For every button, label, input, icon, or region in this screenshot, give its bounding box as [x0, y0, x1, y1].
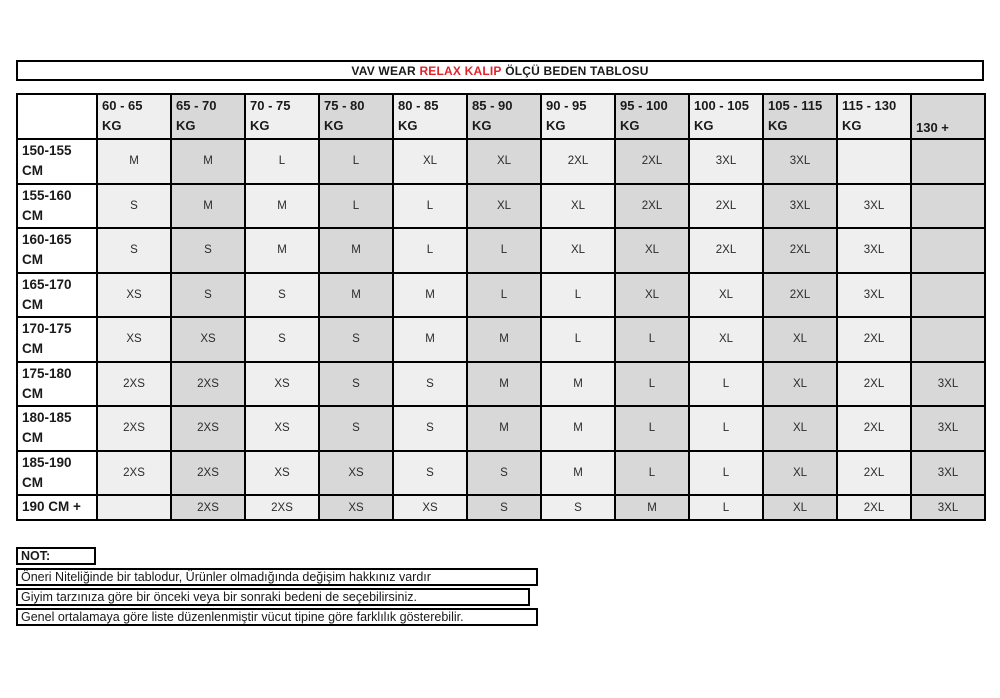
size-cell: 2XL	[837, 317, 911, 362]
size-cell: M	[541, 406, 615, 451]
size-table-head	[17, 94, 985, 139]
size-cell: 3XL	[837, 228, 911, 273]
table-row	[17, 184, 985, 229]
height-row-header: 180-185 CM	[17, 406, 97, 451]
table-row	[17, 139, 985, 184]
size-cell: M	[467, 406, 541, 451]
size-cell: 3XL	[763, 139, 837, 184]
note-item: Öneri Niteliğinde bir tablodur, Ürünler olmadığında değişim hakkınız vardır	[16, 568, 538, 586]
size-cell: XL	[541, 184, 615, 229]
size-cell: S	[245, 317, 319, 362]
size-cell: L	[541, 317, 615, 362]
empty-size-cell	[97, 495, 171, 520]
size-cell: 2XL	[837, 495, 911, 520]
title-suffix: ÖLÇÜ BEDEN TABLOSU	[501, 63, 649, 78]
size-cell: XS	[245, 362, 319, 407]
size-cell: 2XL	[837, 406, 911, 451]
size-cell: XL	[689, 317, 763, 362]
empty-size-cell	[911, 317, 985, 362]
size-cell: L	[689, 406, 763, 451]
size-cell: S	[97, 228, 171, 273]
size-cell: XL	[615, 273, 689, 318]
size-cell: XL	[393, 139, 467, 184]
size-cell: XL	[467, 139, 541, 184]
size-cell: XL	[689, 273, 763, 318]
size-cell: M	[319, 228, 393, 273]
size-cell: 2XL	[763, 273, 837, 318]
note-item: Giyim tarzınıza göre bir önceki veya bir sonraki bedeni de seçebilirsiniz.	[16, 588, 530, 606]
weight-column-header: 105 - 115 KG	[763, 94, 837, 139]
weight-column-header: 95 - 100 KG	[615, 94, 689, 139]
height-row-header: 150-155 CM	[17, 139, 97, 184]
title-prefix: VAV WEAR	[351, 63, 420, 78]
size-cell: M	[541, 362, 615, 407]
table-header-row	[17, 94, 985, 139]
size-cell: L	[467, 273, 541, 318]
size-cell: L	[393, 184, 467, 229]
size-cell: L	[689, 451, 763, 496]
weight-column-header: 60 - 65 KG	[97, 94, 171, 139]
size-cell: XL	[763, 362, 837, 407]
size-cell: S	[245, 273, 319, 318]
size-table	[16, 93, 986, 521]
size-cell: 2XL	[541, 139, 615, 184]
size-cell: M	[97, 139, 171, 184]
height-row-header: 190 CM +	[17, 495, 97, 520]
size-cell: 2XS	[171, 495, 245, 520]
size-cell: M	[467, 317, 541, 362]
weight-column-header: 115 - 130 KG	[837, 94, 911, 139]
size-cell: L	[393, 228, 467, 273]
height-row-header: 165-170 CM	[17, 273, 97, 318]
empty-size-cell	[911, 184, 985, 229]
size-cell: XL	[615, 228, 689, 273]
height-row-header: 170-175 CM	[17, 317, 97, 362]
size-cell: XL	[763, 406, 837, 451]
size-cell: 2XS	[97, 362, 171, 407]
size-cell: S	[467, 495, 541, 520]
size-cell: 2XL	[763, 228, 837, 273]
size-cell: S	[97, 184, 171, 229]
size-cell: S	[171, 273, 245, 318]
size-cell: 3XL	[837, 273, 911, 318]
size-cell: 2XS	[171, 451, 245, 496]
table-row	[17, 273, 985, 318]
size-cell: M	[245, 184, 319, 229]
height-row-header: 160-165 CM	[17, 228, 97, 273]
size-cell: M	[393, 317, 467, 362]
size-cell: 3XL	[911, 495, 985, 520]
size-cell: S	[393, 406, 467, 451]
size-cell: S	[393, 451, 467, 496]
table-row	[17, 362, 985, 407]
size-cell: 2XS	[171, 362, 245, 407]
size-cell: 3XL	[911, 406, 985, 451]
size-cell: L	[541, 273, 615, 318]
weight-column-header: 65 - 70 KG	[171, 94, 245, 139]
table-row	[17, 317, 985, 362]
note-item: Genel ortalamaya göre liste düzenlenmiştir vücut tipine göre farklılık gösterebilir.	[16, 608, 538, 626]
empty-size-cell	[837, 139, 911, 184]
size-cell: M	[171, 139, 245, 184]
weight-column-header: 100 - 105 KG	[689, 94, 763, 139]
size-cell: 3XL	[689, 139, 763, 184]
size-cell: XS	[319, 495, 393, 520]
size-cell: L	[245, 139, 319, 184]
size-cell: M	[171, 184, 245, 229]
size-cell: 2XL	[615, 139, 689, 184]
height-row-header: 175-180 CM	[17, 362, 97, 407]
weight-column-header: 75 - 80 KG	[319, 94, 393, 139]
size-cell: XL	[541, 228, 615, 273]
size-cell: 2XL	[837, 362, 911, 407]
table-row	[17, 228, 985, 273]
weight-column-header: 90 - 95 KG	[541, 94, 615, 139]
size-cell: M	[393, 273, 467, 318]
height-row-header: 185-190 CM	[17, 451, 97, 496]
size-cell: 2XS	[171, 406, 245, 451]
size-cell: L	[615, 451, 689, 496]
size-cell: S	[171, 228, 245, 273]
size-cell: 2XL	[689, 184, 763, 229]
size-cell: M	[467, 362, 541, 407]
size-cell: 3XL	[911, 362, 985, 407]
size-cell: 3XL	[763, 184, 837, 229]
size-cell: S	[467, 451, 541, 496]
size-cell: M	[319, 273, 393, 318]
weight-column-header: 130 +	[911, 94, 985, 139]
size-cell: XS	[245, 451, 319, 496]
empty-size-cell	[911, 228, 985, 273]
size-cell: L	[615, 362, 689, 407]
size-cell: XL	[467, 184, 541, 229]
empty-size-cell	[911, 273, 985, 318]
size-cell: S	[319, 362, 393, 407]
size-cell: 2XL	[615, 184, 689, 229]
size-cell: XL	[763, 317, 837, 362]
size-cell: 2XL	[837, 451, 911, 496]
size-cell: XS	[97, 317, 171, 362]
size-cell: XL	[763, 495, 837, 520]
size-cell: L	[615, 317, 689, 362]
weight-column-header: 70 - 75 KG	[245, 94, 319, 139]
size-cell: XS	[393, 495, 467, 520]
size-cell: 2XS	[97, 406, 171, 451]
size-cell: XS	[245, 406, 319, 451]
size-cell: 3XL	[911, 451, 985, 496]
size-cell: 2XL	[689, 228, 763, 273]
notes-section	[16, 547, 538, 628]
size-cell: M	[541, 451, 615, 496]
size-cell: XS	[97, 273, 171, 318]
size-cell: XS	[319, 451, 393, 496]
empty-size-cell	[911, 139, 985, 184]
size-cell: S	[393, 362, 467, 407]
size-cell: XL	[763, 451, 837, 496]
notes-header: NOT:	[16, 547, 96, 565]
size-table-body	[17, 139, 985, 520]
size-cell: S	[319, 406, 393, 451]
size-cell: L	[319, 139, 393, 184]
weight-column-header: 85 - 90 KG	[467, 94, 541, 139]
height-row-header: 155-160 CM	[17, 184, 97, 229]
size-cell: M	[615, 495, 689, 520]
size-cell: XS	[171, 317, 245, 362]
size-cell: 2XS	[245, 495, 319, 520]
size-cell: S	[541, 495, 615, 520]
corner-cell	[17, 94, 97, 139]
size-cell: L	[689, 362, 763, 407]
table-row	[17, 406, 985, 451]
size-cell: L	[615, 406, 689, 451]
size-cell: 3XL	[837, 184, 911, 229]
size-cell: L	[319, 184, 393, 229]
size-cell: 2XS	[97, 451, 171, 496]
size-cell: M	[245, 228, 319, 273]
size-cell: L	[467, 228, 541, 273]
table-row	[17, 451, 985, 496]
size-cell: L	[689, 495, 763, 520]
page-title	[16, 60, 984, 81]
table-row	[17, 495, 985, 520]
weight-column-header: 80 - 85 KG	[393, 94, 467, 139]
title-highlight: RELAX KALIP	[419, 63, 502, 78]
size-cell: S	[319, 317, 393, 362]
